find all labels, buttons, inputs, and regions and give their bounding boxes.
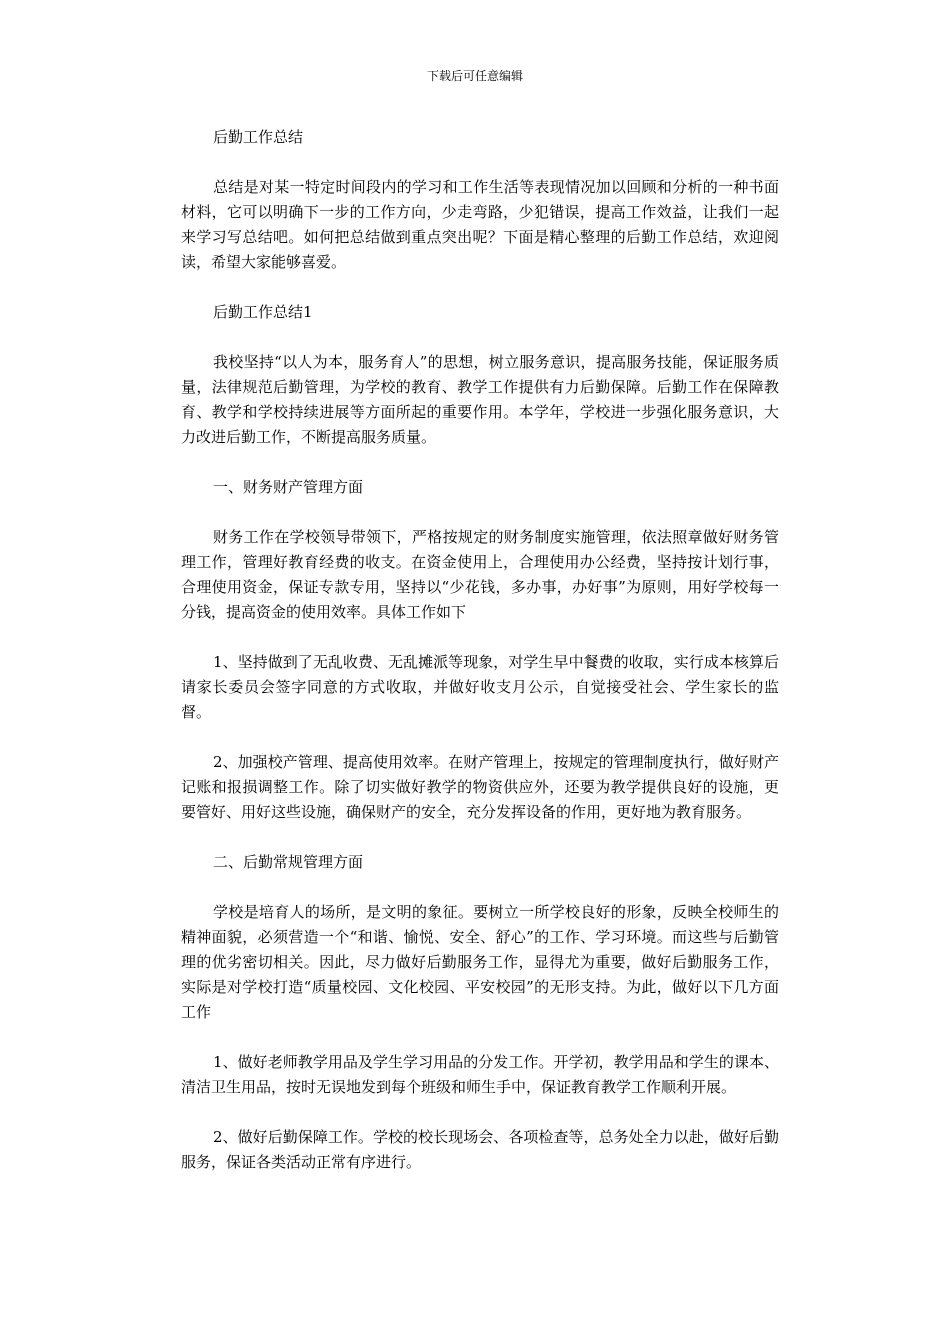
- paragraph-1: 我校坚持“以人为本，服务育人”的思想，树立服务意识，提高服务技能，保证服务质量，法律规范后勤管理，为学校的教育、教学工作提供有力后勤保障。后勤工作在保障教育、教学和学校持续进展等方面所起的重要作用。本学年，学校进一步强化服务意识，大力改进后勤工作，不断提高服务质量。: [181, 353, 779, 446]
- list-item-3: 1、做好老师教学用品及学生学习用品的分发工作。开学初，教学用品和学生的课本、清洁卫生用品，按时无误地发到每个班级和师生手中，保证教育教学工作顺利开展。: [181, 1053, 779, 1096]
- paragraph-3: 学校是培育人的场所，是文明的象征。要树立一所学校良好的形象，反映全校师生的精神面貌，必须营造一个“和谐、愉悦、安全、舒心”的工作、学习环境。而这些与后勤管理的优劣密切相关。因此，尽力做好后勤服务工作，显得尤为重要，做好后勤服务工作，实际是对学校打造“质量校园、文化校园、平安校园”的无形支持。为此，做好以下几方面工作: [181, 903, 779, 1021]
- heading-2: 二、后勤常规管理方面: [213, 853, 364, 871]
- document-title: 后勤工作总结: [213, 128, 304, 146]
- list-item-1: 1、坚持做到了无乱收费、无乱摊派等现象，对学生早中餐费的收取，实行成本核算后请家长委员会签字同意的方式收取，并做好收支月公示，自觉接受社会、学生家长的监督。: [181, 653, 779, 721]
- document-body: [181, 125, 779, 1200]
- page-header: 下载后可任意编辑: [426, 69, 523, 83]
- list-item-4: 2、做好后勤保障工作。学校的校长现场会、各项检查等，总务处全力以赴，做好后勤服务，保证各类活动正常有序进行。: [181, 1128, 779, 1171]
- heading-1: 一、财务财产管理方面: [213, 478, 364, 496]
- section-title: 后勤工作总结1: [213, 303, 313, 321]
- list-item-2: 2、加强校产管理、提高使用效率。在财产管理上，按规定的管理制度执行，做好财产记账和报损调整工作。除了切实做好教学的物资供应外，还要为教学提供良好的设施，更要管好、用好这些设施，确保财产的安全，充分发挥设备的作用，更好地为教育服务。: [181, 753, 779, 821]
- paragraph-2: 财务工作在学校领导带领下，严格按规定的财务制度实施管理，依法照章做好财务管理工作，管理好教育经费的收支。在资金使用上，合理使用办公经费，坚持按计划行事，合理使用资金，保证专款专用，坚持以“少花钱，多办事，办好事”为原则，用好学校每一分钱，提高资金的使用效率。具体工作如下: [181, 528, 779, 621]
- intro-paragraph: 总结是对某一特定时间段内的学习和工作生活等表现情况加以回顾和分析的一种书面材料，它可以明确下一步的工作方向，少走弯路，少犯错误，提高工作效益，让我们一起来学习写总结吧。如何把总结做到重点突出呢？下面是精心整理的后勤工作总结，欢迎阅读，希望大家能够喜爱。: [181, 178, 779, 271]
